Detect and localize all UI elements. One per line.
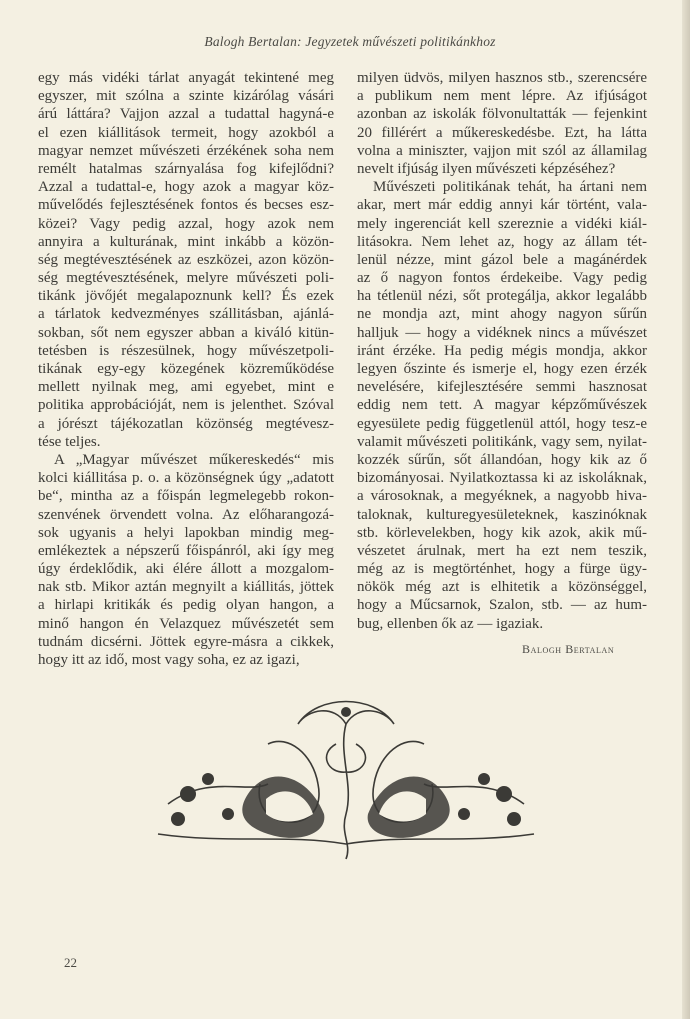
text-line: remélt hatalmas szárnyalása fog kifejlődni?: [38, 160, 334, 177]
text-line: a publikum nem ment lépre. Az ifjúságot: [357, 88, 647, 105]
text-line: halljuk — hogy a vidéknek nincs a művészet: [357, 324, 647, 341]
text-line: ség megtévesztésének az eszközei, azon közön-: [38, 251, 334, 268]
text-line: lenül nézze, mint gázol bele a magánérdek: [357, 251, 647, 268]
text-line: Művészeti politikának tehát, ha ártani nem: [373, 179, 647, 196]
text-line: eddig nem tett. A magyar képzőművészek: [357, 397, 647, 414]
text-line: még az is megtörténhet, hogy a fürge ügy-: [357, 561, 647, 578]
text-line: vészetet árulnak, mert ha ezt nem teszik,: [357, 542, 647, 559]
text-line: az ő nagyon fontos érdekeibe. Vagy pedig: [357, 270, 647, 287]
text-line: kolci kiállitása p. o. a közönségnek úgy „adatott: [38, 470, 334, 487]
text-line: bug, ellenben ők az — igaziak.: [357, 615, 544, 632]
text-line: taloknak, kulturegyesületeknek, kaszinóknak: [357, 506, 647, 523]
page-number: 22: [64, 955, 77, 970]
text-line: milyen üdvös, milyen hasznos stb., szerencsére: [357, 70, 647, 86]
text-line: a hirlapi kritikák és pedig olyan hangon, a: [38, 597, 334, 614]
text-line: bizományosai. Nyilatkoztassa ki az iskoláknak,: [357, 470, 647, 487]
author-signature: Balogh Bertalan: [522, 642, 615, 656]
text-line: iránt érzéke. Ha pedig mégis mondja, akkor: [357, 342, 647, 359]
left-column: [38, 69, 334, 669]
text-line: litásokra. Nem lehet az, hogy az állam tét-: [357, 233, 647, 250]
ornament-figures-vines-icon: [148, 684, 544, 864]
text-line: be“, mintha az a főispán legmelegebb rokon-: [38, 488, 334, 505]
text-line: mely ingerenciát kell szereznie a vidéki kiál-: [357, 215, 647, 232]
running-header: Balogh Bertalan: Jegyzetek művészeti politikánkhoz: [204, 34, 496, 49]
text-line: sok ugyanis a helyi lapokban mindig meg-: [38, 524, 334, 541]
text-line: úgy érdeklődik, aki élére állott a mozgalom-: [38, 561, 334, 578]
text-line: tudnám dicsérni. Jöttek egyre-másra a cikkek,: [38, 633, 334, 650]
text-line: volna a miniszter, vajjon mit szól az államilag: [357, 142, 647, 159]
text-line: sokban, sőt nem egyszer abban a kiváló kitün-: [38, 324, 334, 341]
text-line: legyen őszinte és ismerje el, hogy ezen érzék: [357, 361, 647, 377]
header-title: Jegyzetek művészeti politikánkhoz: [305, 34, 496, 49]
text-line: minő hangon én Velazquez művészetét sem: [38, 615, 334, 632]
text-line: akar, mert már eddig annyi kár történt, vala-: [357, 197, 647, 214]
text-line: nökök még azt is elhitetik a közönséggel,: [357, 579, 647, 596]
text-line: hogy itt az idő, most vagy soha, ez az igazi,: [38, 652, 300, 668]
text-line: kozzék sűrűn, sőt állandóan, hogy kik az ő: [357, 451, 647, 468]
text-line: nak stb. Mikor aztán megnyilt a kiállitás, jöttek: [38, 579, 334, 596]
header-author: Balogh Bertalan: [204, 34, 298, 49]
text-line: nevelt ifjúság ilyen művészeti képzéséhez?: [357, 160, 616, 177]
text-line: egyszer, mit szólna a szinte kizárólag vásári: [38, 88, 334, 105]
text-line: azonban az iskolák fölvonultatták — fejenkint: [357, 106, 647, 123]
text-line: ne mondja azt, mint ahogy nagyon sűrűn: [357, 306, 647, 323]
text-line: egyesülete pedig függetlenül attól, hogy tesz-e: [357, 415, 647, 432]
text-line: A „Magyar művészet műkereskedés“ mis: [54, 451, 334, 468]
text-line: a tárlatok kedvezményes szállitásban, ajánlá-: [38, 306, 334, 323]
text-line: hogy a Műcsarnok, Szalon, stb. — az hum-: [357, 597, 647, 614]
text-line: a városoknak, a megyéknek, a nagyobb hiva-: [357, 488, 647, 505]
text-line: tetésben is részesülnek, hogy művészetpoli-: [38, 342, 334, 359]
text-line: emlékeztek a népszerű főispánról, aki így meg: [38, 542, 334, 559]
text-line: tikának egy-egy közegének közreműködése: [38, 361, 334, 377]
text-line: stb. körlevelekben, hogy kik azok, akik mű-: [357, 524, 647, 541]
text-line: mellett nyilnak meg, ami egyebet, mint e: [38, 379, 334, 396]
text-line: magyar nemzet művészeti érzékének soha nem: [38, 142, 334, 159]
text-line: művelődés fejlesztésének fontos és becses esz-: [38, 197, 334, 214]
text-line: egy más vidéki tárlat anyagát tekintené meg: [38, 70, 334, 86]
text-line: közei? Vagy pedig azzal, hogy azok nem: [38, 215, 334, 232]
text-line: valamit művészeti politikánk, vagy sem, nyilat-: [357, 433, 647, 450]
text-line: el ezen kiállitások termeit, hogy azokból a: [38, 124, 334, 141]
text-line: politika approbációját, nem is jelenthet. Szóval: [38, 397, 334, 414]
text-line: szenvének örvendett volna. Az előharangozá-: [38, 506, 334, 523]
text-line: a jórészt tájékozatlan közönség megtévesz-: [38, 415, 334, 432]
text-line: annyira a kulturának, mint inkább a közön-: [38, 233, 334, 250]
right-column: [357, 69, 647, 633]
text-line: árú láttára? Vajjon azzal a tudattal hagyná-e: [38, 106, 334, 123]
text-line: ha tétlenül nézi, sőt protegálja, akkor legalább: [357, 288, 647, 305]
text-line: 20 fillérért a műkereskedésbe. Ezt, ha látta: [357, 124, 647, 141]
text-line: tikánk jövőjét megalapoznunk kell? És ezek: [38, 288, 334, 305]
text-line: Azzal a tudattal-e, hogy azok a magyar köz-: [38, 179, 334, 196]
text-line: nevelésére, kifejlesztésére semmi hasznosat: [357, 379, 647, 396]
text-line: ség megtévesztésének, melyre művészeti poli-: [38, 270, 334, 287]
text-line: tése teljes.: [38, 433, 101, 450]
page-edge: [682, 0, 690, 1019]
